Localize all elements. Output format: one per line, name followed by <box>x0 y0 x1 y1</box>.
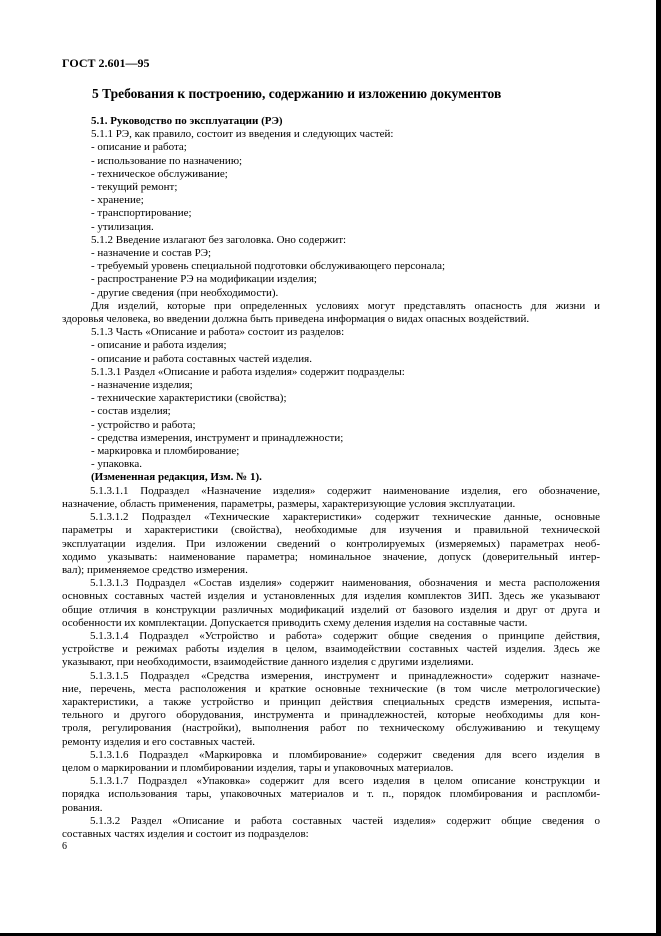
text-line: 5.1.3.1.5 Подраздел «Средства измерения, инструмент и принадлежности» содержит назначе- <box>90 669 600 682</box>
text-line: основных составных частей изделия и установленных для изделия комплектов ЗИП. Здесь же указывают <box>62 590 600 603</box>
text-line: - другие сведения (при необходимости). <box>91 286 279 299</box>
text-line: - упаковка. <box>91 458 142 471</box>
text-line: назначение, область применения, параметры, размеры, характеризующие условия эксплуатации. <box>62 497 516 510</box>
text-line: - технические характеристики (свойства); <box>91 392 287 405</box>
text-line: - описание и работа; <box>91 141 187 154</box>
text-line: - хранение; <box>91 194 144 207</box>
text-line: 5.1.2 Введение излагают без заголовка. Оно содержит: <box>91 233 347 246</box>
text-line: ние, перечень, места расположения и краткие основные технические (в том числе метрологические) <box>62 682 600 695</box>
text-line: - описание и работа составных частей изделия. <box>91 352 312 365</box>
text-line: - распространение РЭ на модификации изделия; <box>91 273 317 286</box>
text-line: - описание и работа изделия; <box>91 339 227 352</box>
text-line: Для изделий, которые при определенных условиях могут представлять опасность для жизни и <box>91 299 600 312</box>
document-body <box>62 115 600 841</box>
text-line: - назначение изделия; <box>91 379 193 392</box>
text-line: 5.1. Руководство по эксплуатации (РЭ) <box>91 115 283 127</box>
text-line: - состав изделия; <box>91 405 171 418</box>
text-line: составных частях изделия и состоит из подразделов: <box>62 827 309 840</box>
text-line: ходимо указывать: наименование параметра; номинальное значение, допуск (доверительный интер- <box>62 550 600 563</box>
gost-code: ГОСТ 2.601—95 <box>62 56 150 70</box>
text-line: 5.1.1 РЭ, как правило, состоит из введения и следующих частей: <box>91 128 394 141</box>
text-line: порядка использования тары, упаковочных материалов и т. п., порядок пломбирования и распломби- <box>62 788 600 801</box>
text-line: - использование по назначению; <box>91 154 243 167</box>
text-line: 5.1.3.1.3 Подраздел «Состав изделия» содержит наименования, обозначения и места расположения <box>90 577 600 590</box>
text-line: 5.1.3.1.1 Подраздел «Назначение изделия» содержит наименование изделия, его обозначение, <box>90 484 600 497</box>
text-line: - маркировка и пломбирование; <box>91 445 240 458</box>
text-line: 5.1.3 Часть «Описание и работа» состоит из разделов: <box>91 326 345 339</box>
section-title: 5 Требования к построению, содержанию и изложению документов <box>92 86 502 101</box>
text-line: указывают, при необходимости, взаимодействие данного изделия с другими изделиями. <box>62 656 474 669</box>
text-line: эксплуатации изделия. При изложении сведений о контролируемых (измеряемых) параметрах необ- <box>62 537 600 550</box>
text-line: рования. <box>62 801 103 814</box>
text-line: целом о маркировании и пломбировании изделия, тары и упаковочных материалов. <box>62 761 454 774</box>
text-line: общие отличия в конструкции различных модификаций изделий от базового изделия и друг от друга и <box>62 603 600 616</box>
scan-edge-right <box>656 0 661 936</box>
text-line: - требуемый уровень специальной подготовки обслуживающего персонала; <box>91 260 446 273</box>
text-line: (Измененная редакция, Изм. № 1). <box>91 471 262 484</box>
text-line: 5.1.3.1.2 Подраздел «Технические характеристики» содержит технические данные, основные <box>90 511 600 524</box>
text-line: ремонту изделия и его составных частей. <box>62 735 256 748</box>
text-line: 5.1.3.2 Раздел «Описание и работа составных частей изделия» содержит общие сведения о <box>90 814 600 827</box>
text-line: здоровья человека, во введении должна быть приведена информация о видах опасных воздействий. <box>62 313 530 326</box>
text-line: 5.1.3.1.6 Подраздел «Маркировка и пломбирование» содержит сведения для всего изделия в <box>90 748 600 761</box>
text-line: - техническое обслуживание; <box>91 167 228 180</box>
text-line: характеристики, а также устройство и принцип действия специальных средств измерения, испыта- <box>62 695 600 708</box>
text-line: - текущий ремонт; <box>91 181 178 194</box>
text-line: - транспортирование; <box>91 207 192 220</box>
text-line: тельного и другого оборудования, инструмента и принадлежностей, которые необходимы для кон- <box>62 709 600 722</box>
text-line: параметры и характеристики (свойства), необходимые для изучения и правильной технической <box>62 524 600 537</box>
text-line: - устройство и работа; <box>91 418 196 431</box>
text-line: устройстве и режимах работы изделия в целом, взаимодействии составных частей изделия. Здесь же <box>62 643 600 656</box>
text-line: 5.1.3.1.7 Подраздел «Упаковка» содержит для всего изделия в целом описание конструкции и <box>90 775 600 788</box>
text-line: особенности их комплектации. Допускается приводить схему деления изделия на составные части. <box>62 616 528 629</box>
text-line: 5.1.3.1.4 Подраздел «Устройство и работа» содержит общие сведения о принципе действия, <box>90 629 600 642</box>
text-line: троля, регулирования (настройки), выполнения работ по техническому обслуживанию и текущему <box>62 722 600 735</box>
text-line: - утилизация. <box>91 220 154 233</box>
text-line: - назначение и состав РЭ; <box>91 247 212 260</box>
text-line: 5.1.3.1 Раздел «Описание и работа изделия» содержит подразделы: <box>91 365 405 378</box>
text-line: - средства измерения, инструмент и принадлежности; <box>91 431 344 444</box>
page-number: 6 <box>62 841 67 852</box>
text-line: вал); применяемое средство измерения. <box>62 563 248 576</box>
